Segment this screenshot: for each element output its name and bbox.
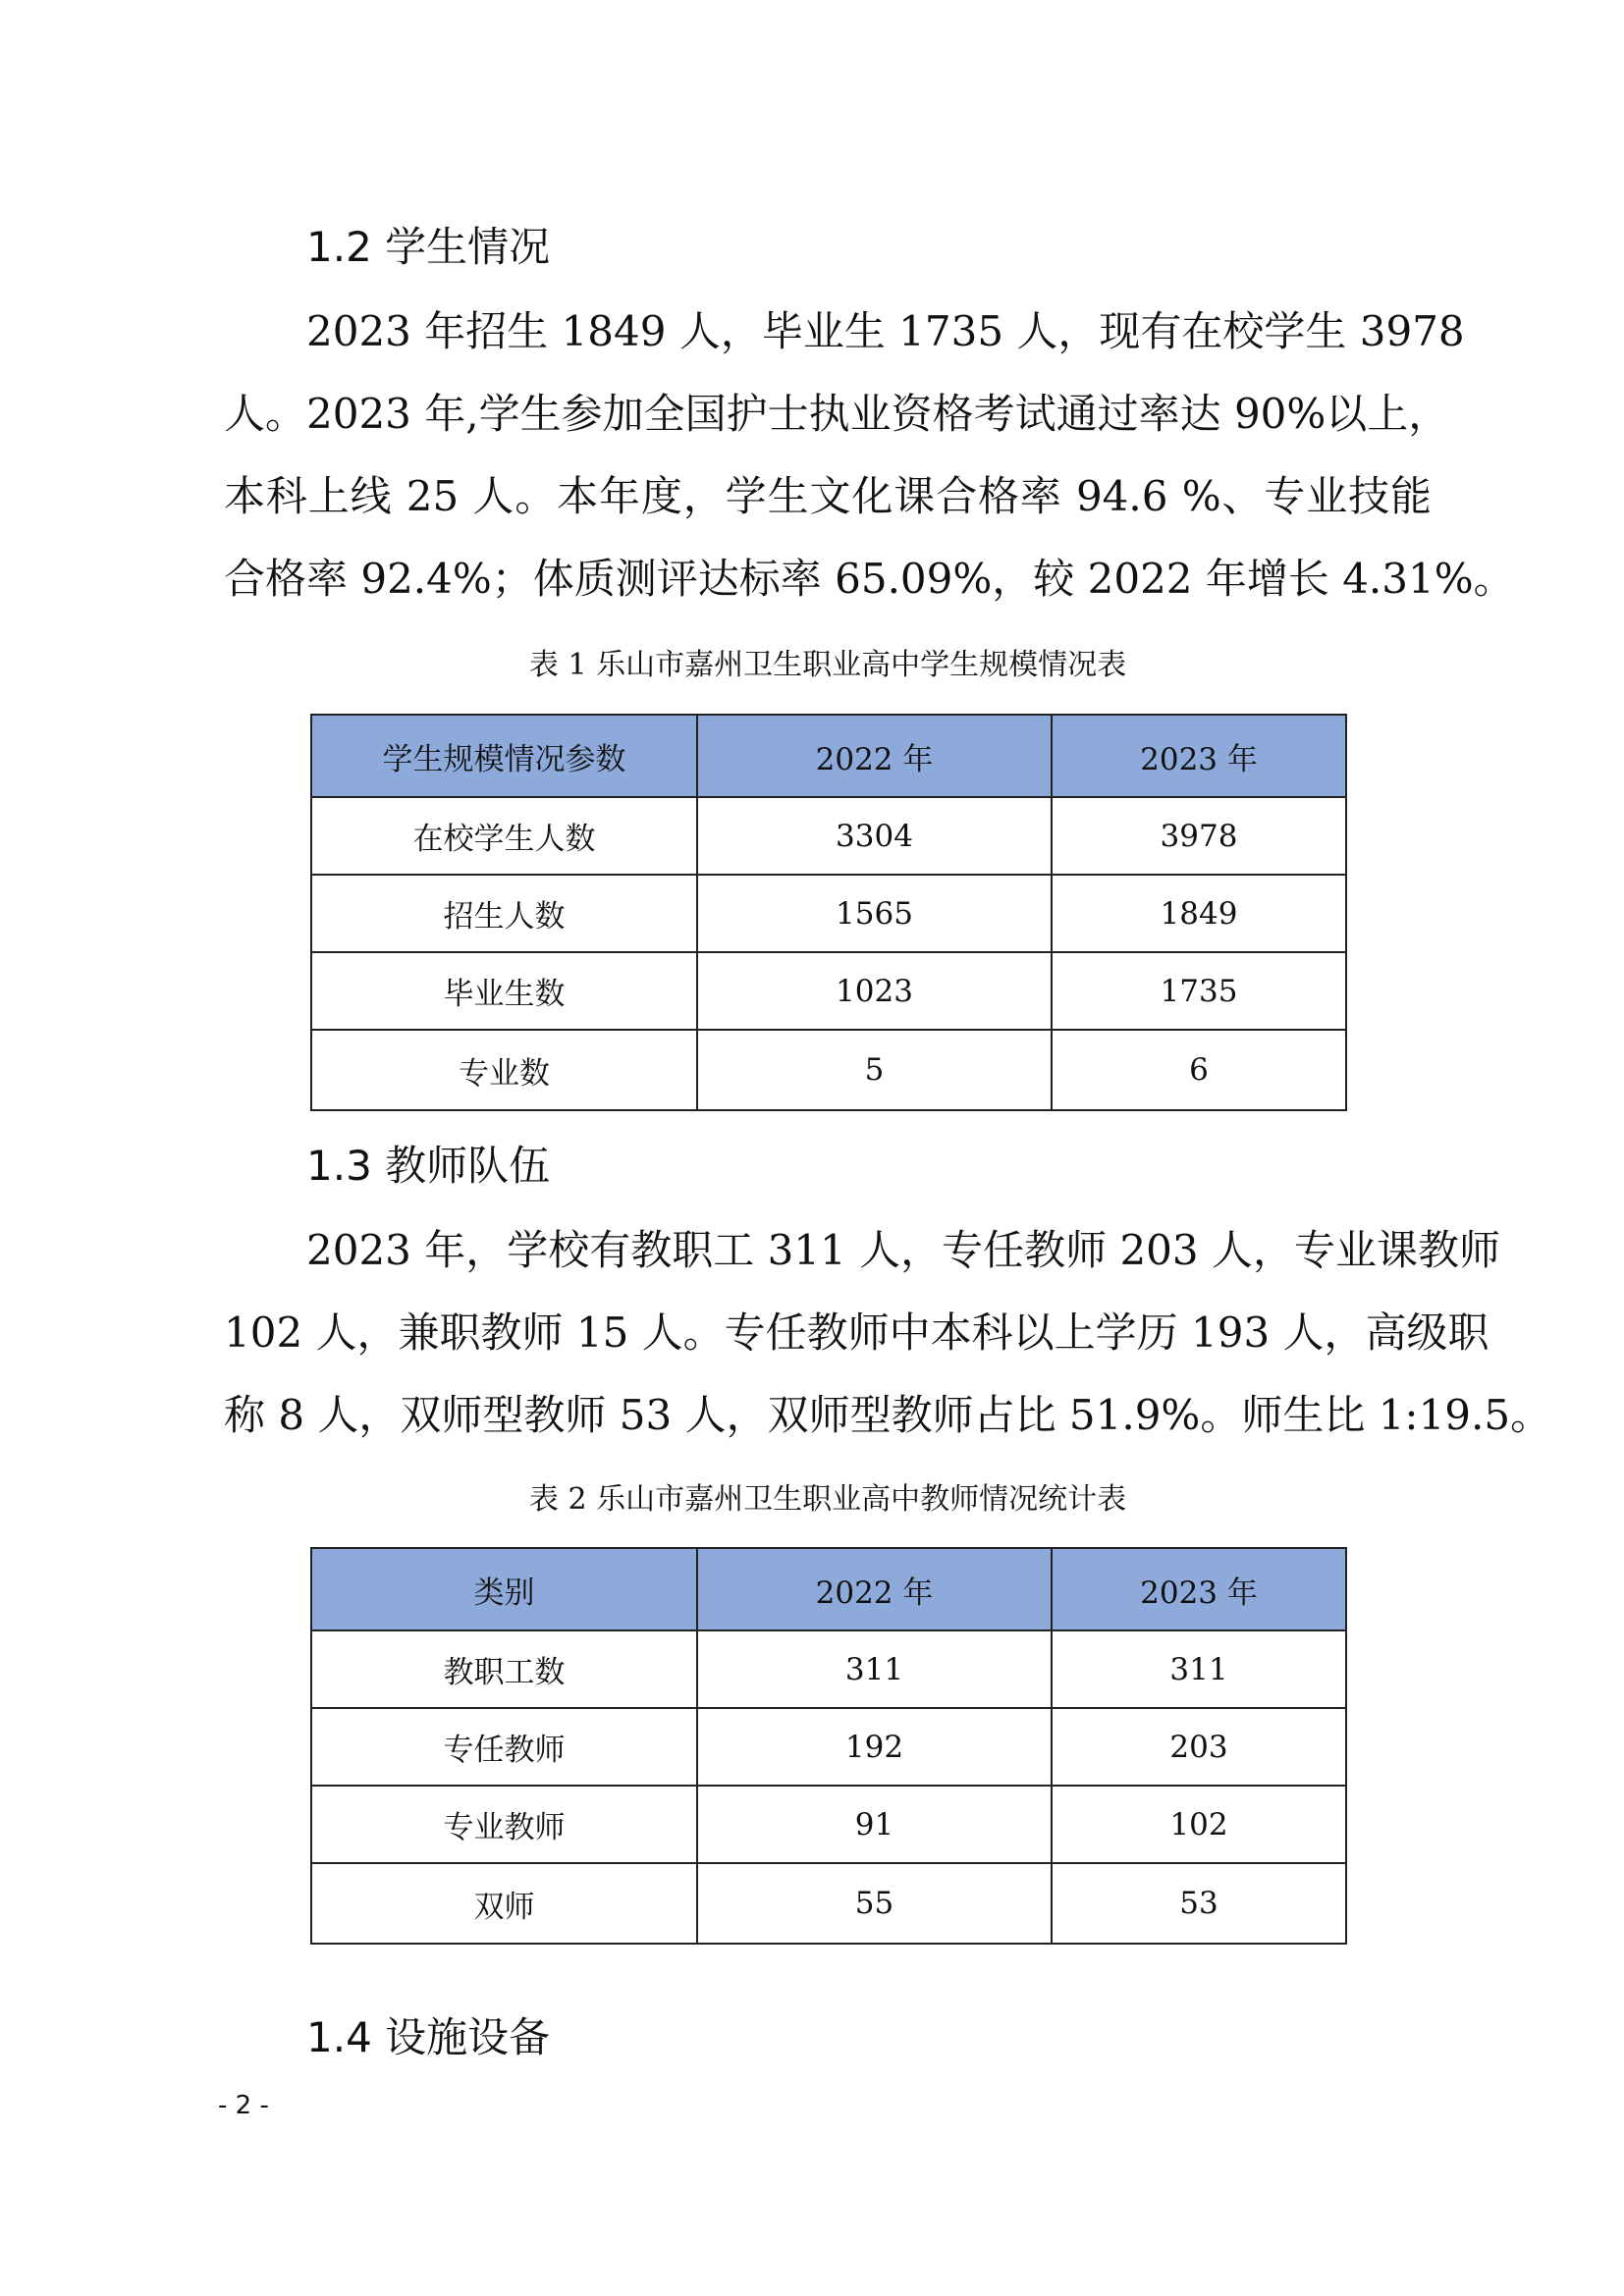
- table-2-caption: 表 2 乐山市嘉州卫生职业高中教师情况统计表: [528, 1482, 1127, 1517]
- table-cell: 6: [1052, 1030, 1346, 1110]
- table-cell: 192: [697, 1708, 1052, 1786]
- table-cell: 1849: [1052, 875, 1346, 952]
- table-row: [311, 1863, 1346, 1944]
- table-cell: 1735: [1052, 952, 1346, 1030]
- teacher-stats-table: [310, 1547, 1347, 1945]
- paragraph-line: 本科上线 25 人。本年度，学生文化课合格率 94.6 %、专业技能: [224, 472, 1432, 520]
- table-cell: 专业数: [311, 1030, 697, 1110]
- column-header: 2022 年: [697, 1548, 1052, 1630]
- table-cell: 1565: [697, 875, 1052, 952]
- table-cell: 91: [697, 1786, 1052, 1863]
- table-cell: 专任教师: [311, 1708, 697, 1786]
- table-cell: 5: [697, 1030, 1052, 1110]
- table-cell: 203: [1052, 1708, 1346, 1786]
- table-row: [311, 875, 1346, 952]
- paragraph-line: 2023 年招生 1849 人，毕业生 1735 人，现有在校学生 3978: [306, 307, 1465, 355]
- table-cell: 双师: [311, 1863, 697, 1944]
- table-cell: 55: [697, 1863, 1052, 1944]
- table-row: [311, 1030, 1346, 1110]
- table-row: [311, 1630, 1346, 1708]
- column-header: 2023 年: [1052, 1548, 1346, 1630]
- page-number: - 2 -: [218, 2091, 269, 2120]
- table-cell: 毕业生数: [311, 952, 697, 1030]
- table-cell: 3304: [697, 797, 1052, 875]
- table-cell: 教职工数: [311, 1630, 697, 1708]
- section-1-4-heading: 1.4 设施设备: [306, 2013, 551, 2061]
- table-row: [311, 1708, 1346, 1786]
- table-1-caption: 表 1 乐山市嘉州卫生职业高中学生规模情况表: [528, 648, 1127, 682]
- section-1-2-heading: 1.2 学生情况: [306, 223, 551, 271]
- table-row: [311, 952, 1346, 1030]
- table-cell: 311: [1052, 1630, 1346, 1708]
- column-header: 2023 年: [1052, 715, 1346, 797]
- table-cell: 在校学生人数: [311, 797, 697, 875]
- section-1-2-paragraph: [224, 291, 1515, 620]
- paragraph-line: 称 8 人，双师型教师 53 人，双师型教师占比 51.9%。师生比 1:19.5。: [224, 1391, 1552, 1439]
- table-cell: 311: [697, 1630, 1052, 1708]
- paragraph-line: 102 人，兼职教师 15 人。专任教师中本科以上学历 193 人，高级职: [224, 1308, 1489, 1357]
- table-cell: 1023: [697, 952, 1052, 1030]
- paragraph-line: 人。2023 年,学生参加全国护士执业资格考试通过率达 90%以上，: [224, 390, 1450, 438]
- table-row: [311, 1786, 1346, 1863]
- paragraph-line: 合格率 92.4%；体质测评达标率 65.09%，较 2022 年增长 4.31%。: [224, 555, 1515, 603]
- table-cell: 招生人数: [311, 875, 697, 952]
- student-scale-table: [310, 714, 1347, 1111]
- table-row: [311, 797, 1346, 875]
- column-header: 2022 年: [697, 715, 1052, 797]
- paragraph-line: 2023 年，学校有教职工 311 人，专任教师 203 人，专业课教师: [306, 1226, 1500, 1274]
- table-header-row: [311, 715, 1346, 797]
- table-cell: 3978: [1052, 797, 1346, 875]
- section-1-3-paragraph: [224, 1209, 1552, 1457]
- table-cell: 102: [1052, 1786, 1346, 1863]
- column-header: 学生规模情况参数: [311, 715, 697, 797]
- section-1-3-heading: 1.3 教师队伍: [306, 1142, 551, 1190]
- column-header: 类别: [311, 1548, 697, 1630]
- table-header-row: [311, 1548, 1346, 1630]
- table-cell: 53: [1052, 1863, 1346, 1944]
- table-cell: 专业教师: [311, 1786, 697, 1863]
